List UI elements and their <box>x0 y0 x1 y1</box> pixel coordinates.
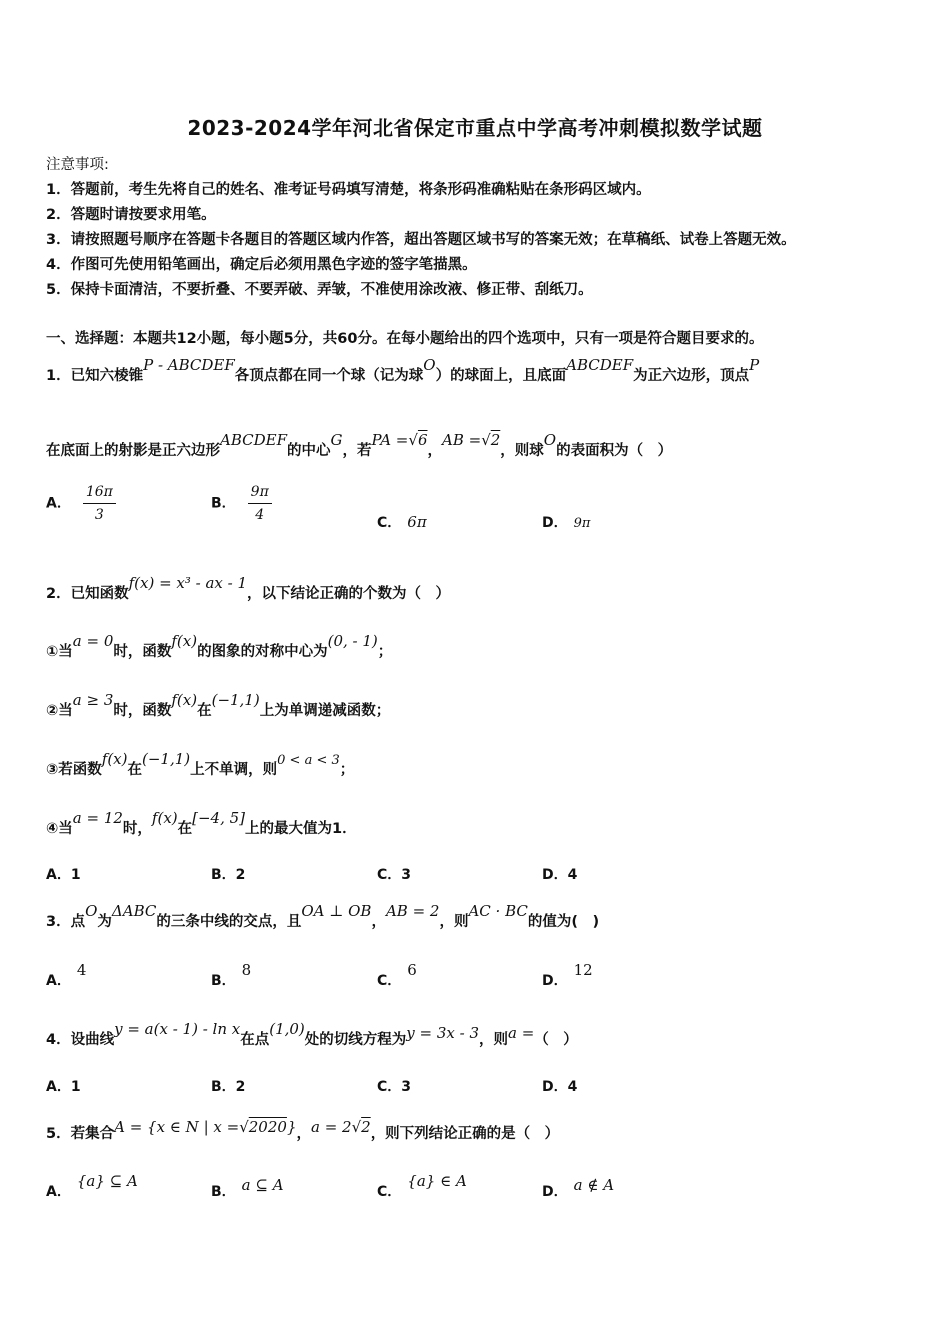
option-d: D．4 <box>542 867 578 883</box>
math: a = 2√2 <box>310 1118 371 1136</box>
option-d: D．12 <box>542 961 593 989</box>
note-item: 4．作图可先使用铅笔画出，确定后必须用黑色字迹的签字笔描黑。 <box>46 257 477 273</box>
question-4-stem: 4．设曲线y = a(x - 1) - ln x在点(1,0)处的切线方程为y = 3x - 3，则a =（ ） <box>46 1020 578 1048</box>
math: A = {x ∈ N | x =√2020} <box>114 1118 297 1136</box>
option-a: A．1 <box>46 867 81 883</box>
section-heading: 一、选择题：本题共12小题，每小题5分，共60分。在每小题给出的四个选项中，只有一项是符合题目要求的。 <box>46 331 764 347</box>
note-item: 3．请按照题号顺序在答题卡各题目的答题区域内作答，超出答题区域书写的答案无效；在草稿纸、试卷上答题无效。 <box>46 232 796 248</box>
statement-3: ③若函数f(x)在(−1,1)上不单调，则0 < a < 3； <box>46 750 355 778</box>
option-a: A．{a} ⊆ A <box>46 1172 138 1200</box>
option-c: C．3 <box>377 867 412 883</box>
option-d: D．4 <box>542 1079 578 1095</box>
question-2-stem: 2．已知函数f(x) = x³ - ax - 1，以下结论正确的个数为（ ） <box>46 574 451 602</box>
note-item: 5．保持卡面清洁，不要折叠、不要弄破、弄皱，不准使用涂改液、修正带、刮纸刀。 <box>46 282 593 298</box>
fraction: $\frac{16\pi}{3}$ <box>83 484 116 523</box>
math: O <box>423 356 436 374</box>
math: ABCDEF <box>566 356 634 374</box>
option-d: D． a ∉ A <box>542 1176 615 1200</box>
option-a: A．4 <box>46 961 87 989</box>
option-c: C．6 <box>377 961 417 989</box>
notes-heading: 注意事项: <box>46 157 109 173</box>
option-a: A． $\frac{16\pi}{3}$ <box>46 484 116 523</box>
option-d: D． 9π <box>542 515 591 531</box>
question-1-line-2: 在底面上的射影是正六边形ABCDEF的中心G，若PA =√6，AB =√2，则球O的表面积为（ ） <box>46 431 673 459</box>
option-c: C． 6π <box>377 513 427 531</box>
question-3-stem: 3．点O为ΔABC的三条中线的交点，且OA ⊥ OB，AB = 2，则AC · BC的值为( ) <box>46 902 600 930</box>
question-5-stem: 5．若集合A = {x ∈ N | x =√2020}，a = 2√2，则下列结论正确的是（ ） <box>46 1118 560 1142</box>
note-item: 2．答题时请按要求用笔。 <box>46 207 216 223</box>
option-b: B．8 <box>211 961 252 989</box>
fraction: $\frac{9\pi}{4}$ <box>248 484 272 523</box>
math: P - ABCDEF <box>143 356 235 374</box>
option-b: B．2 <box>211 867 246 883</box>
option-b: B． $\frac{9\pi}{4}$ <box>211 484 272 523</box>
page-title: 2023-2024学年河北省保定市重点中学高考冲刺模拟数学试题 <box>187 116 763 140</box>
statement-4: ④当a = 12时，f(x)在[−4, 5]上的最大值为1． <box>46 809 357 837</box>
question-1-line-1: 1．已知六棱锥P - ABCDEF各顶点都在同一个球（记为球O）的球面上，且底面ABCDEF为正六边形，顶点P <box>46 356 760 384</box>
option-b: B．2 <box>211 1079 246 1095</box>
math: ABCDEF <box>220 431 287 449</box>
option-a: A．1 <box>46 1079 81 1095</box>
math: P <box>749 356 760 374</box>
statement-1: ①当a = 0时，函数f(x)的图象的对称中心为(0, - 1)； <box>46 632 393 660</box>
option-c: C．3 <box>377 1079 412 1095</box>
statement-2: ②当a ≥ 3时，函数f(x)在(−1,1)上为单调递减函数； <box>46 691 391 719</box>
math: PA =√6 <box>371 431 428 449</box>
option-c: C．{a} ∈ A <box>377 1172 467 1200</box>
math: AB =√2 <box>441 431 501 449</box>
math: G <box>330 431 343 449</box>
option-b: B． a ⊆ A <box>211 1176 284 1200</box>
math: O <box>543 431 557 449</box>
note-item: 1．答题前，考生先将自己的姓名、准考证号码填写清楚，将条形码准确粘贴在条形码区域内。 <box>46 182 651 198</box>
